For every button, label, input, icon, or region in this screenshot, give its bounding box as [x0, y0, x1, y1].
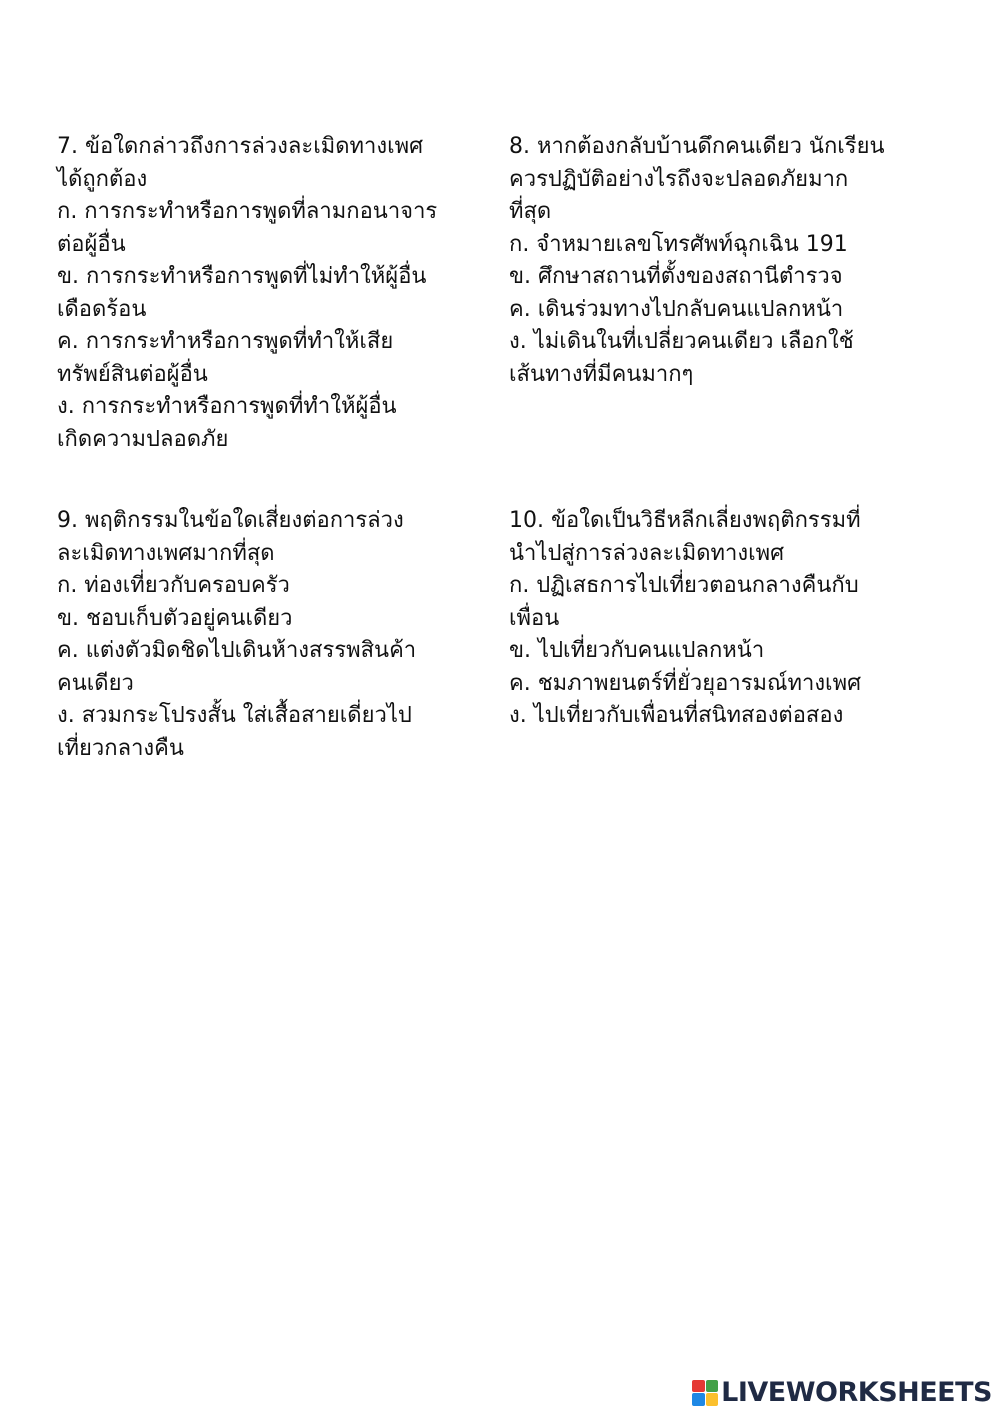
question-text-line: ข. ไปเที่ยวกับคนแปลกหน้า	[509, 638, 765, 663]
question-text-line: ข. ศึกษาสถานที่ตั้งของสถานีตำรวจ	[509, 264, 843, 289]
question-text-line: นำไปสู่การล่วงละเมิดทางเพศ	[509, 540, 785, 566]
liveworksheets-logo	[692, 1377, 992, 1408]
question-8	[509, 131, 949, 391]
question-text-line: คนเดียว	[57, 670, 134, 696]
logo-square-green	[706, 1380, 719, 1393]
question-10	[509, 505, 949, 733]
question-text-line: เกิดความปลอดภัย	[57, 426, 229, 452]
question-text-line: เดือดร้อน	[57, 296, 147, 322]
question-text-line: ง. สวมกระโปรงสั้น ใส่เสื้อสายเดี่ยวไป	[57, 703, 412, 728]
question-stem-line: 7. ข้อใดกล่าวถึงการล่วงละเมิดทางเพศ	[57, 134, 424, 159]
question-text-line: เพื่อน	[509, 605, 560, 631]
question-text-line: ที่สุด	[509, 199, 552, 224]
question-text-line: ค. แต่งตัวมิดชิดไปเดินห้างสรรพสินค้า	[57, 638, 417, 663]
question-text-line: ค. เดินร่วมทางไปกลับคนแปลกหน้า	[509, 296, 844, 322]
question-text-line: ง. ไม่เดินในที่เปลี่ยวคนเดียว เลือกใช้	[509, 329, 854, 354]
question-stem-line: 8. หากต้องกลับบ้านดึกคนเดียว นักเรียน	[509, 134, 885, 159]
question-text-line: ง. ไปเที่ยวกับเพื่อนที่สนิทสองต่อสอง	[509, 703, 844, 728]
question-text-line: ทรัพย์สินต่อผู้อื่น	[57, 361, 208, 387]
question-text-line: ค. การกระทำหรือการพูดที่ทำให้เสีย	[57, 329, 394, 354]
question-text-line: ง. การกระทำหรือการพูดที่ทำให้ผู้อื่น	[57, 394, 397, 419]
question-stem-line: 10. ข้อใดเป็นวิธีหลีกเลี่ยงพฤติกรรมที่	[509, 508, 861, 533]
logo-square-blue	[692, 1393, 705, 1406]
question-stem-line: 9. พฤติกรรมในข้อใดเสี่ยงต่อการล่วง	[57, 508, 404, 533]
logo-square-red	[692, 1380, 705, 1393]
question-text-line: ก. ท่องเที่ยวกับครอบครัว	[57, 573, 290, 598]
logo-square-yellow	[706, 1393, 719, 1406]
liveworksheets-logo-icon	[692, 1380, 718, 1406]
question-text-line: เส้นทางที่มีคนมากๆ	[509, 361, 694, 387]
question-text-line: ก. จำหมายเลขโทรศัพท์ฉุกเฉิน 191	[509, 231, 848, 257]
question-text-line: ละเมิดทางเพศมากที่สุด	[57, 540, 275, 566]
question-text-line: ค. ชมภาพยนตร์ที่ยั่วยุอารมณ์ทางเพศ	[509, 670, 862, 696]
question-text-line: ข. ชอบเก็บตัวอยู่คนเดียว	[57, 605, 293, 631]
question-text-line: ต่อผู้อื่น	[57, 231, 126, 257]
question-text-line: เที่ยวกลางคืน	[57, 735, 184, 761]
question-9	[57, 505, 497, 765]
logo-text: LIVEWORKSHEETS	[721, 1377, 992, 1408]
question-text-line: ข. การกระทำหรือการพูดที่ไม่ทำให้ผู้อื่น	[57, 264, 427, 289]
question-text-line: ก. ปฏิเสธการไปเที่ยวตอนกลางคืนกับ	[509, 573, 859, 598]
question-text-line: ก. การกระทำหรือการพูดที่ลามกอนาจาร	[57, 199, 438, 224]
question-text-line: ได้ถูกต้อง	[57, 166, 148, 192]
question-7	[57, 131, 497, 456]
question-text-line: ควรปฏิบัติอย่างไรถึงจะปลอดภัยมาก	[509, 166, 849, 192]
